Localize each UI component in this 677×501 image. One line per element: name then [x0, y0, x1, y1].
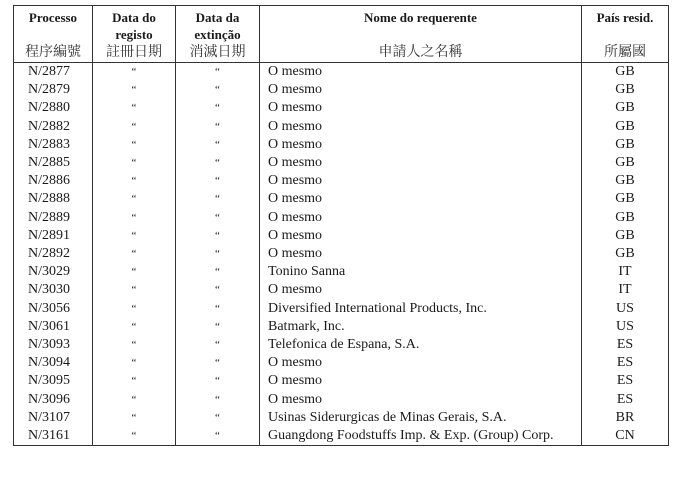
nome-cell: O mesmo: [260, 354, 582, 372]
table-row: [14, 227, 669, 245]
data-registo-cell: “: [93, 99, 176, 117]
data-registo-cell: “: [93, 172, 176, 190]
table-row: [14, 354, 669, 372]
data-registo-cell: “: [93, 81, 176, 99]
pais-header-zh: 所屬國: [582, 43, 669, 63]
processo-cell: N/2889: [14, 209, 93, 227]
nome-cell: O mesmo: [260, 391, 582, 409]
table-row: [14, 336, 669, 354]
data-registo-cell: “: [93, 263, 176, 281]
table-body: [14, 63, 669, 446]
processo-cell: N/2883: [14, 136, 93, 154]
nome-cell: O mesmo: [260, 118, 582, 136]
pais-cell: ES: [582, 372, 669, 390]
nome-cell: O mesmo: [260, 154, 582, 172]
nome-header-zh: 申請人之名稱: [260, 43, 582, 63]
registry-table-document: [13, 5, 668, 446]
data-extincao-cell: “: [176, 300, 260, 318]
data-extincao-cell: “: [176, 136, 260, 154]
pais-cell: GB: [582, 227, 669, 245]
nome-header: Nome do requerente: [260, 6, 582, 44]
registry-table: [13, 5, 669, 446]
processo-header-zh: 程序編號: [14, 43, 93, 63]
processo-cell: N/2888: [14, 190, 93, 208]
nome-cell: O mesmo: [260, 81, 582, 99]
nome-cell: O mesmo: [260, 209, 582, 227]
processo-cell: N/3029: [14, 263, 93, 281]
processo-cell: N/3161: [14, 427, 93, 446]
table-row: [14, 118, 669, 136]
processo-cell: N/3056: [14, 300, 93, 318]
data-extincao-cell: “: [176, 209, 260, 227]
table-row: [14, 99, 669, 117]
pais-cell: GB: [582, 63, 669, 82]
processo-cell: N/2882: [14, 118, 93, 136]
data-extincao-cell: “: [176, 391, 260, 409]
pais-header: País resid.: [582, 6, 669, 44]
table-row: [14, 172, 669, 190]
processo-cell: N/3095: [14, 372, 93, 390]
pais-cell: GB: [582, 154, 669, 172]
data-registo-cell: “: [93, 318, 176, 336]
data-extincao-cell: “: [176, 190, 260, 208]
nome-cell: Tonino Sanna: [260, 263, 582, 281]
data-registo-cell: “: [93, 409, 176, 427]
nome-cell: Batmark, Inc.: [260, 318, 582, 336]
table-row: [14, 281, 669, 299]
data-registo-cell: “: [93, 245, 176, 263]
table-row: [14, 372, 669, 390]
table-row: [14, 427, 669, 446]
data-registo-cell: “: [93, 118, 176, 136]
data-registo-cell: “: [93, 227, 176, 245]
processo-cell: N/2877: [14, 63, 93, 82]
data-registo-header-line1: Data do: [112, 10, 156, 25]
processo-cell: N/3030: [14, 281, 93, 299]
processo-cell: N/3096: [14, 391, 93, 409]
data-extincao-cell: “: [176, 245, 260, 263]
data-extincao-cell: “: [176, 354, 260, 372]
table-row: [14, 263, 669, 281]
pais-cell: BR: [582, 409, 669, 427]
nome-cell: O mesmo: [260, 136, 582, 154]
data-registo-cell: “: [93, 281, 176, 299]
data-registo-cell: “: [93, 63, 176, 82]
table-row: [14, 300, 669, 318]
processo-cell: N/3094: [14, 354, 93, 372]
data-extincao-header-zh: 消滅日期: [176, 43, 260, 63]
processo-cell: N/2886: [14, 172, 93, 190]
table-row: [14, 154, 669, 172]
data-extincao-cell: “: [176, 63, 260, 82]
nome-cell: Usinas Siderurgicas de Minas Gerais, S.A.: [260, 409, 582, 427]
table-row: [14, 81, 669, 99]
data-extincao-cell: “: [176, 372, 260, 390]
table-row: [14, 245, 669, 263]
data-registo-header-line2: registo: [115, 27, 153, 42]
table-row: [14, 136, 669, 154]
data-registo-cell: “: [93, 427, 176, 446]
data-extincao-header: [176, 6, 260, 44]
data-extincao-cell: “: [176, 427, 260, 446]
data-registo-cell: “: [93, 391, 176, 409]
data-extincao-cell: “: [176, 263, 260, 281]
table-row: [14, 318, 669, 336]
nome-cell: O mesmo: [260, 245, 582, 263]
pais-cell: GB: [582, 172, 669, 190]
table-row: [14, 391, 669, 409]
pais-cell: IT: [582, 263, 669, 281]
data-extincao-header-line1: Data da: [195, 10, 240, 25]
data-extincao-cell: “: [176, 81, 260, 99]
table-row: [14, 409, 669, 427]
pais-cell: GB: [582, 190, 669, 208]
nome-cell: O mesmo: [260, 281, 582, 299]
data-registo-cell: “: [93, 209, 176, 227]
pais-cell: US: [582, 300, 669, 318]
nome-cell: O mesmo: [260, 227, 582, 245]
processo-cell: N/2880: [14, 99, 93, 117]
table-row: [14, 209, 669, 227]
data-registo-header: [93, 6, 176, 44]
processo-cell: N/3093: [14, 336, 93, 354]
nome-cell: Telefonica de Espana, S.A.: [260, 336, 582, 354]
nome-cell: O mesmo: [260, 172, 582, 190]
table-row: [14, 63, 669, 82]
pais-cell: GB: [582, 136, 669, 154]
table-row: [14, 190, 669, 208]
processo-header: Processo: [14, 6, 93, 44]
data-extincao-cell: “: [176, 172, 260, 190]
nome-cell: O mesmo: [260, 99, 582, 117]
pais-cell: US: [582, 318, 669, 336]
processo-cell: N/3107: [14, 409, 93, 427]
data-extincao-cell: “: [176, 154, 260, 172]
pais-cell: GB: [582, 118, 669, 136]
data-registo-cell: “: [93, 336, 176, 354]
pais-cell: GB: [582, 245, 669, 263]
data-registo-cell: “: [93, 354, 176, 372]
data-registo-cell: “: [93, 300, 176, 318]
processo-cell: N/2879: [14, 81, 93, 99]
data-registo-cell: “: [93, 136, 176, 154]
processo-cell: N/2892: [14, 245, 93, 263]
data-extincao-header-line2: extinção: [194, 27, 241, 42]
header-row-chinese: [14, 43, 669, 63]
data-extincao-cell: “: [176, 409, 260, 427]
nome-cell: O mesmo: [260, 63, 582, 82]
data-extincao-cell: “: [176, 336, 260, 354]
header-row: [14, 6, 669, 44]
data-extincao-cell: “: [176, 281, 260, 299]
nome-cell: Diversified International Products, Inc.: [260, 300, 582, 318]
data-extincao-cell: “: [176, 99, 260, 117]
nome-cell: O mesmo: [260, 190, 582, 208]
pais-cell: GB: [582, 99, 669, 117]
data-registo-cell: “: [93, 372, 176, 390]
pais-cell: GB: [582, 81, 669, 99]
data-registo-header-zh: 註冊日期: [93, 43, 176, 63]
data-registo-cell: “: [93, 190, 176, 208]
processo-cell: N/3061: [14, 318, 93, 336]
pais-cell: ES: [582, 336, 669, 354]
processo-cell: N/2885: [14, 154, 93, 172]
data-extincao-cell: “: [176, 118, 260, 136]
data-registo-cell: “: [93, 154, 176, 172]
data-extincao-cell: “: [176, 227, 260, 245]
processo-cell: N/2891: [14, 227, 93, 245]
pais-cell: GB: [582, 209, 669, 227]
pais-cell: IT: [582, 281, 669, 299]
data-extincao-cell: “: [176, 318, 260, 336]
pais-cell: ES: [582, 391, 669, 409]
nome-cell: O mesmo: [260, 372, 582, 390]
nome-cell: Guangdong Foodstuffs Imp. & Exp. (Group) Corp.: [260, 427, 582, 446]
pais-cell: ES: [582, 354, 669, 372]
pais-cell: CN: [582, 427, 669, 446]
